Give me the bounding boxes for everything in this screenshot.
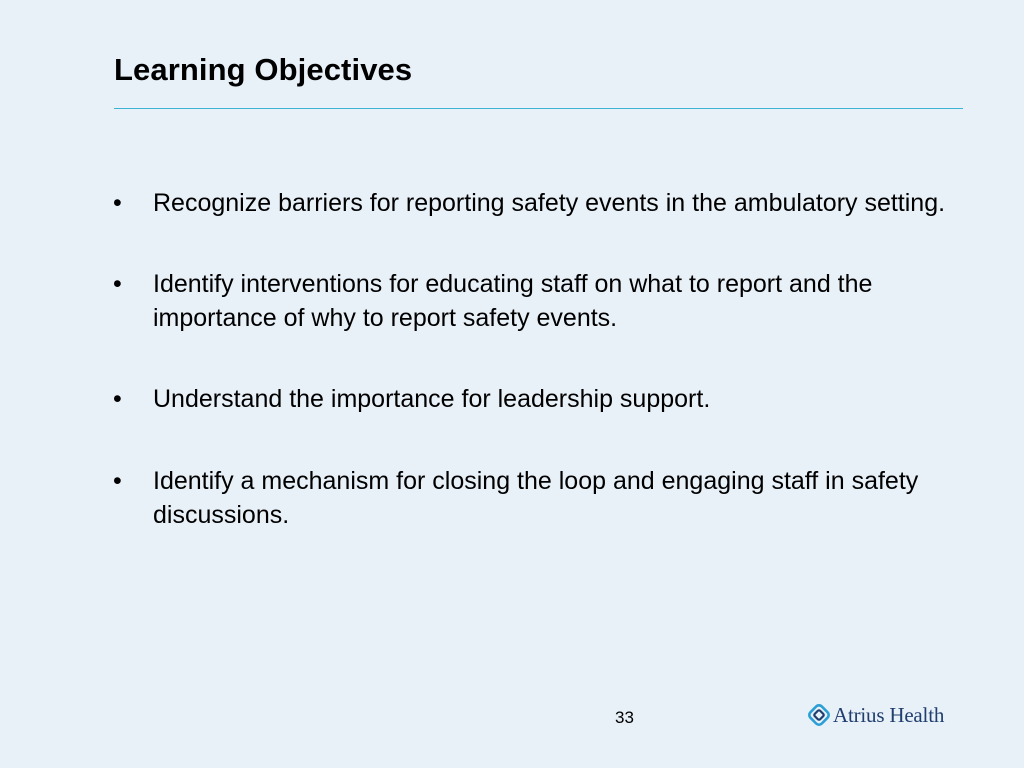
company-logo <box>808 702 944 728</box>
bullet-marker: • <box>113 467 122 495</box>
bullet-item <box>112 267 962 335</box>
bullet-marker: • <box>113 189 122 217</box>
atrius-health-logo-icon <box>808 704 830 726</box>
bullet-marker: • <box>113 270 122 298</box>
bullet-item <box>112 464 962 532</box>
title-divider <box>114 108 963 109</box>
bullet-item <box>112 382 962 416</box>
logo-wordmark: Atrius Health <box>833 702 945 727</box>
bullet-text: Recognize barriers for reporting safety events in the ambulatory setting. <box>153 189 946 217</box>
bullet-text: Identify interventions for educating staff on what to report and the importance of why to report safety events. <box>153 270 873 332</box>
bullet-item <box>112 186 962 220</box>
bullet-marker: • <box>113 385 122 413</box>
slide-title: Learning Objectives <box>114 52 413 87</box>
page-number: 33 <box>615 708 634 727</box>
bullet-list <box>112 186 962 579</box>
bullet-text: Understand the importance for leadership support. <box>153 385 711 413</box>
bullet-text: Identify a mechanism for closing the loop and engaging staff in safety discussions. <box>153 467 919 529</box>
